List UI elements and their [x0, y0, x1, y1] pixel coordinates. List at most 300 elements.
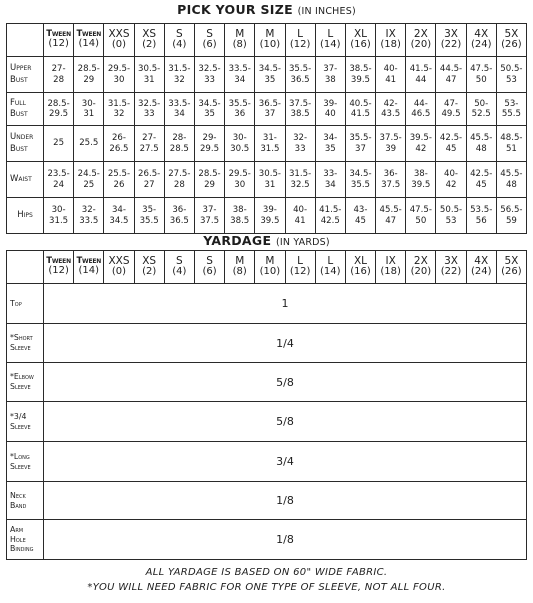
measurement-value: 40- — [444, 169, 459, 180]
measurement-value: 38.5 — [230, 215, 250, 226]
measurement-cell — [194, 57, 224, 93]
measurement-cell — [164, 198, 194, 234]
yardage-label-line: *Short — [10, 333, 33, 343]
measurement-value: 56 — [475, 215, 487, 226]
size-number: (16) — [350, 266, 371, 278]
yardage-value: 1/4 — [44, 324, 527, 363]
yardage-row — [7, 284, 527, 324]
yardage-value: 1/8 — [44, 520, 527, 560]
measurement-value: 36.5 — [169, 215, 189, 226]
measurement-value: 37.5 — [199, 215, 220, 226]
measurement-cell — [194, 126, 224, 162]
measurement-value: 30.5 — [230, 143, 250, 154]
measurement-value: 38- — [232, 205, 247, 216]
measurement-cell — [436, 93, 466, 126]
corner-cell — [7, 251, 44, 284]
yardage-label-line: Arm — [10, 524, 24, 534]
measurement-cell — [44, 93, 74, 126]
measurement-value: 28.5 — [169, 143, 189, 154]
measurement-value: 47- — [444, 98, 459, 109]
measurement-value: 33- — [323, 169, 338, 180]
yardage-label — [7, 363, 44, 402]
yardage-title-text: YARDAGE — [203, 233, 272, 248]
yardage-row — [7, 324, 527, 363]
measurement-value: 41 — [294, 215, 306, 226]
measurement-cell — [285, 93, 315, 126]
measurement-value: 39.5 — [260, 215, 280, 226]
measurement-cell — [496, 126, 526, 162]
measurement-cell — [225, 93, 255, 126]
measurement-cell — [225, 162, 255, 198]
measurement-value: 40.5- — [349, 98, 372, 109]
measurement-cell — [74, 162, 104, 198]
measurement-value: 31 — [83, 109, 95, 119]
yardage-label-line: Sleeve — [10, 382, 31, 391]
measurement-value: 55.5 — [501, 109, 521, 119]
size-name: L — [297, 255, 304, 268]
measurement-value: 40- — [293, 205, 308, 216]
measurement-value: 31- — [262, 133, 277, 144]
size-number: (2) — [142, 266, 157, 278]
size-number: (6) — [202, 39, 217, 51]
measurement-cell — [406, 57, 436, 93]
measurement-value: 33.5- — [168, 98, 191, 109]
measurement-value: 31.5- — [288, 169, 312, 180]
measurement-value: 31 — [264, 179, 276, 190]
measurement-cell — [496, 93, 526, 126]
measurement-value: 32.5 — [290, 179, 310, 190]
measurement-cell — [285, 126, 315, 162]
table-row — [7, 57, 527, 93]
measurement-value: 38 — [324, 74, 336, 85]
measurement-value: 35.5 — [350, 179, 371, 190]
measurement-value: 30.5- — [138, 64, 161, 75]
measurement-cell — [406, 198, 436, 234]
size-name: 3X — [444, 255, 458, 268]
measurement-cell — [376, 57, 406, 93]
measurement-value: 27 — [143, 179, 155, 190]
measurement-value: 41.5- — [319, 205, 342, 216]
size-name: XS — [142, 28, 157, 41]
measurement-cell — [345, 93, 375, 126]
yardage-label-line: Hole — [10, 534, 26, 544]
measurement-cell — [376, 198, 406, 234]
measurement-value: 24.5- — [77, 169, 100, 180]
measurement-cell — [74, 198, 104, 234]
size-number: (6) — [202, 266, 217, 278]
size-name: Tween — [76, 29, 102, 40]
yardage-label-line: Sleeve — [10, 461, 31, 471]
measurement-value: 53- — [504, 98, 519, 109]
size-header-cell — [285, 251, 315, 284]
measurement-cell — [134, 162, 164, 198]
measurement-value: 26- — [111, 133, 126, 144]
size-header-cell — [406, 24, 436, 57]
measurement-value: 39- — [323, 98, 338, 109]
yardage-subtitle: (IN YARDS) — [275, 237, 330, 248]
measurement-value: 34 — [324, 179, 336, 190]
yardage-label-line: *3/4 — [10, 411, 27, 421]
measurement-cell — [164, 57, 194, 93]
measurement-cell — [44, 162, 74, 198]
size-number: (24) — [470, 266, 492, 278]
measurement-cell — [376, 93, 406, 126]
size-number: (12) — [289, 39, 311, 51]
size-header-cell — [44, 24, 74, 57]
measurement-value: 48 — [475, 143, 487, 154]
corner-cell — [7, 24, 44, 57]
measurement-value: 45.5- — [500, 169, 523, 180]
row-label-line: Waist — [10, 173, 32, 184]
size-name: Tween — [76, 256, 102, 267]
measurement-value: 36- — [383, 169, 398, 180]
measurement-value: 28 — [173, 179, 185, 190]
measurement-cell — [194, 162, 224, 198]
size-name: 3X — [444, 28, 458, 41]
measurement-cell — [134, 93, 164, 126]
measurement-value: 35 — [264, 74, 276, 85]
measurement-value: 29- — [202, 133, 217, 144]
measurement-value: 42.5 — [320, 215, 340, 226]
size-chart-title-text: PICK YOUR SIZE — [177, 2, 293, 17]
row-label — [7, 162, 44, 198]
footnote-fabric-width: ALL YARDAGE IS BASED ON 60" WIDE FABRIC. — [145, 567, 388, 578]
size-name: S — [176, 255, 183, 268]
size-header-cell — [376, 24, 406, 57]
measurement-value: 45 — [475, 179, 487, 190]
measurement-value: 50- — [474, 98, 489, 109]
measurement-cell — [315, 162, 345, 198]
size-header-cell — [255, 251, 285, 284]
measurement-value: 34- — [111, 205, 126, 216]
measurement-value: 52.5 — [471, 109, 491, 119]
size-name: IX — [385, 255, 396, 268]
size-name: 2X — [413, 255, 428, 268]
measurement-value: 35- — [142, 205, 157, 216]
yardage-row — [7, 402, 527, 442]
measurement-value: 34.5- — [349, 169, 372, 180]
size-number: (4) — [172, 266, 187, 278]
size-header-cell — [315, 251, 345, 284]
size-name: M — [235, 255, 245, 268]
measurement-value: 34 — [173, 109, 185, 119]
size-chart-table — [6, 23, 527, 234]
measurement-cell — [134, 57, 164, 93]
measurement-value: 33 — [143, 109, 155, 119]
yardage-label — [7, 324, 44, 363]
measurement-cell — [164, 93, 194, 126]
yardage-header-row — [7, 251, 527, 284]
yardage-label — [7, 482, 44, 520]
size-header-cell — [164, 251, 194, 284]
size-name: IX — [385, 28, 396, 41]
measurement-value: 30 — [234, 179, 246, 190]
size-number: (18) — [380, 39, 401, 51]
size-number: (20) — [410, 39, 432, 51]
measurement-value: 28 — [53, 74, 65, 85]
measurement-value: 33 — [204, 74, 215, 85]
measurement-cell — [285, 162, 315, 198]
measurement-value: 47.5- — [470, 64, 493, 75]
size-header-cell — [285, 24, 315, 57]
yardage-label — [7, 442, 44, 482]
measurement-cell — [285, 57, 315, 93]
measurement-value: 28.5- — [77, 64, 100, 75]
yardage-label-line: *Elbow — [10, 372, 34, 382]
yardage-label-line: Neck — [10, 490, 26, 500]
measurement-value: 27- — [51, 64, 66, 75]
measurement-value: 30- — [81, 98, 96, 109]
size-header-cell — [436, 251, 466, 284]
yardage-row — [7, 442, 527, 482]
measurement-cell — [225, 126, 255, 162]
measurement-value: 31.5 — [260, 143, 280, 154]
size-name: 4X — [474, 28, 489, 41]
measurement-value: 31 — [143, 74, 155, 85]
measurement-value: 38.5 — [290, 109, 310, 119]
row-label — [7, 198, 44, 234]
size-number: (12) — [289, 266, 311, 278]
measurement-cell — [376, 126, 406, 162]
size-name: L — [327, 255, 334, 268]
measurement-value: 47 — [445, 74, 457, 85]
measurement-cell — [406, 93, 436, 126]
measurement-value: 27.5 — [139, 143, 159, 154]
measurement-value: 34.5- — [258, 64, 282, 75]
measurement-value: 45 — [355, 215, 366, 226]
measurement-value: 31.5- — [168, 64, 191, 75]
measurement-value: 30- — [232, 133, 247, 144]
measurement-cell — [255, 198, 285, 234]
measurement-cell — [345, 198, 375, 234]
size-name: 5X — [504, 255, 519, 268]
measurement-value: 23.5- — [47, 169, 70, 180]
size-name: Tween — [46, 256, 71, 267]
measurement-value: 38.5- — [349, 64, 372, 75]
measurement-value: 35.5 — [139, 215, 159, 226]
size-name: M — [235, 28, 245, 41]
measurement-value: 41 — [385, 74, 397, 85]
measurement-value: 39.5 — [350, 74, 371, 85]
size-header-cell — [74, 251, 104, 284]
size-header-cell — [315, 24, 345, 57]
measurement-value: 25 — [83, 179, 95, 190]
measurement-value: 53 — [445, 215, 457, 226]
yardage-label-line: Binding — [10, 544, 34, 554]
measurement-cell — [436, 57, 466, 93]
size-name: XS — [142, 255, 157, 268]
measurement-value: 39- — [262, 205, 277, 216]
measurement-cell — [74, 57, 104, 93]
size-number: (12) — [48, 38, 69, 50]
yardage-value: 1/8 — [44, 482, 527, 520]
table-row — [7, 198, 527, 234]
yardage-label — [7, 402, 44, 442]
yardage-label-line: Sleeve — [10, 421, 31, 431]
measurement-value: 45.5- — [379, 205, 402, 216]
size-number: (26) — [501, 266, 522, 278]
measurement-cell — [285, 198, 315, 234]
measurement-value: 47.5- — [409, 205, 432, 216]
measurement-value: 40- — [383, 64, 398, 75]
measurement-value: 50.5- — [439, 205, 463, 216]
size-number: (8) — [232, 266, 247, 278]
row-label — [7, 93, 44, 126]
measurement-value: 28.5- — [198, 169, 221, 180]
yardage-label-line: Sleeve — [10, 343, 31, 352]
measurement-value: 25.5- — [107, 169, 131, 180]
measurement-cell — [134, 126, 164, 162]
measurement-cell — [44, 126, 74, 162]
measurement-value: 36.5 — [290, 74, 310, 85]
measurement-value: 53.5- — [470, 205, 493, 216]
size-number: (14) — [78, 38, 100, 50]
measurement-cell — [466, 162, 496, 198]
measurement-cell — [315, 126, 345, 162]
size-number: (8) — [232, 39, 247, 51]
measurement-value: 36 — [234, 109, 246, 119]
measurement-value: 32- — [81, 205, 96, 216]
size-number: (14) — [320, 39, 341, 51]
table-row — [7, 162, 527, 198]
measurement-value: 30- — [51, 205, 66, 216]
size-header-cell — [225, 24, 255, 57]
size-number: (18) — [380, 266, 401, 278]
measurement-value: 36.5- — [258, 98, 282, 109]
measurement-value: 30.5- — [258, 169, 282, 180]
size-number: (24) — [470, 39, 492, 51]
measurement-value: 24 — [53, 179, 65, 190]
measurement-cell — [436, 162, 466, 198]
size-header-cell — [436, 24, 466, 57]
size-name: M — [265, 255, 275, 268]
measurement-value: 26.5- — [138, 169, 161, 180]
measurement-value: 33.5 — [79, 215, 99, 226]
measurement-value: 37 — [355, 143, 366, 154]
size-header-cell — [74, 24, 104, 57]
measurement-cell — [436, 198, 466, 234]
measurement-value: 37.5- — [379, 133, 402, 144]
measurement-value: 35.5- — [349, 133, 372, 144]
size-number: (4) — [172, 39, 187, 51]
measurement-value: 37- — [323, 64, 338, 75]
measurement-cell — [315, 57, 345, 93]
size-header-cell — [466, 24, 496, 57]
measurement-value: 45.5- — [470, 133, 493, 144]
yardage-table — [6, 250, 527, 560]
measurement-cell — [104, 93, 134, 126]
measurement-value: 32.5- — [138, 98, 161, 109]
size-header-cell — [255, 24, 285, 57]
size-header-cell — [44, 251, 74, 284]
measurement-value: 49.5 — [441, 109, 461, 119]
measurement-cell — [194, 93, 224, 126]
yardage-title — [0, 233, 533, 248]
measurement-cell — [255, 126, 285, 162]
size-number: (14) — [320, 266, 341, 278]
size-number: (10) — [259, 39, 281, 51]
size-header-cell — [225, 251, 255, 284]
measurement-cell — [134, 198, 164, 234]
measurement-cell — [345, 57, 375, 93]
size-number: (26) — [501, 39, 522, 51]
size-name: 5X — [504, 28, 519, 41]
yardage-row — [7, 363, 527, 402]
row-label-line: Bust — [10, 74, 28, 85]
measurement-cell — [466, 93, 496, 126]
size-number: (0) — [111, 266, 127, 278]
measurement-value: 37- — [202, 205, 217, 216]
measurement-value: 26.5 — [109, 143, 129, 154]
measurement-cell — [194, 198, 224, 234]
measurement-value: 29.5- — [107, 64, 131, 75]
measurement-value: 48 — [505, 179, 517, 190]
measurement-value: 43.5 — [381, 109, 401, 119]
row-label-line: Bust — [10, 143, 28, 154]
measurement-value: 51 — [505, 143, 517, 154]
measurement-value: 37.5 — [381, 179, 401, 190]
measurement-value: 59 — [505, 215, 517, 226]
yardage-body — [7, 284, 527, 560]
table-row — [7, 126, 527, 162]
measurement-value: 40 — [324, 109, 336, 119]
measurement-value: 37.5- — [288, 98, 312, 109]
size-header-cell — [164, 24, 194, 57]
measurement-cell — [104, 198, 134, 234]
yardage-row — [7, 482, 527, 520]
yardage-value: 1 — [44, 284, 527, 324]
row-label — [7, 126, 44, 162]
measurement-value: 27.5- — [168, 169, 191, 180]
measurement-value: 34 — [234, 74, 246, 85]
size-header-cell — [134, 24, 164, 57]
size-name: S — [206, 255, 213, 268]
size-name: Tween — [46, 29, 71, 40]
size-number: (22) — [440, 39, 462, 51]
size-name: 4X — [474, 255, 489, 268]
size-number: (22) — [440, 266, 462, 278]
measurement-cell — [436, 126, 466, 162]
measurement-value: 41.5- — [409, 64, 432, 75]
measurement-cell — [225, 198, 255, 234]
measurement-value: 42- — [383, 98, 398, 109]
yardage-row — [7, 520, 527, 560]
yardage-label-line: Band — [10, 500, 27, 510]
size-name: XL — [353, 255, 367, 268]
measurement-cell — [496, 162, 526, 198]
measurement-cell — [406, 162, 436, 198]
measurement-cell — [496, 57, 526, 93]
footnote-sleeve: *YOU WILL NEED FABRIC FOR ONE TYPE OF SLEEVE, NOT ALL FOUR. — [87, 582, 446, 593]
measurement-value: 29.5- — [228, 169, 251, 180]
size-number: (16) — [350, 39, 371, 51]
yardage-value: 3/4 — [44, 442, 527, 482]
measurement-value: 31.5 — [49, 215, 69, 226]
measurement-cell — [315, 198, 345, 234]
measurement-value: 48.5- — [500, 133, 523, 144]
measurement-value: 45 — [445, 143, 457, 154]
measurement-value: 42.5- — [439, 133, 463, 144]
size-header-cell — [345, 24, 375, 57]
size-chart-title — [0, 2, 533, 17]
measurement-value: 35 — [204, 109, 215, 119]
measurement-cell — [164, 162, 194, 198]
measurement-value: 39 — [385, 143, 397, 154]
size-header-cell — [376, 251, 406, 284]
measurement-value: 53 — [505, 74, 517, 85]
size-header-cell — [194, 24, 224, 57]
measurement-value: 29.5 — [49, 109, 69, 119]
